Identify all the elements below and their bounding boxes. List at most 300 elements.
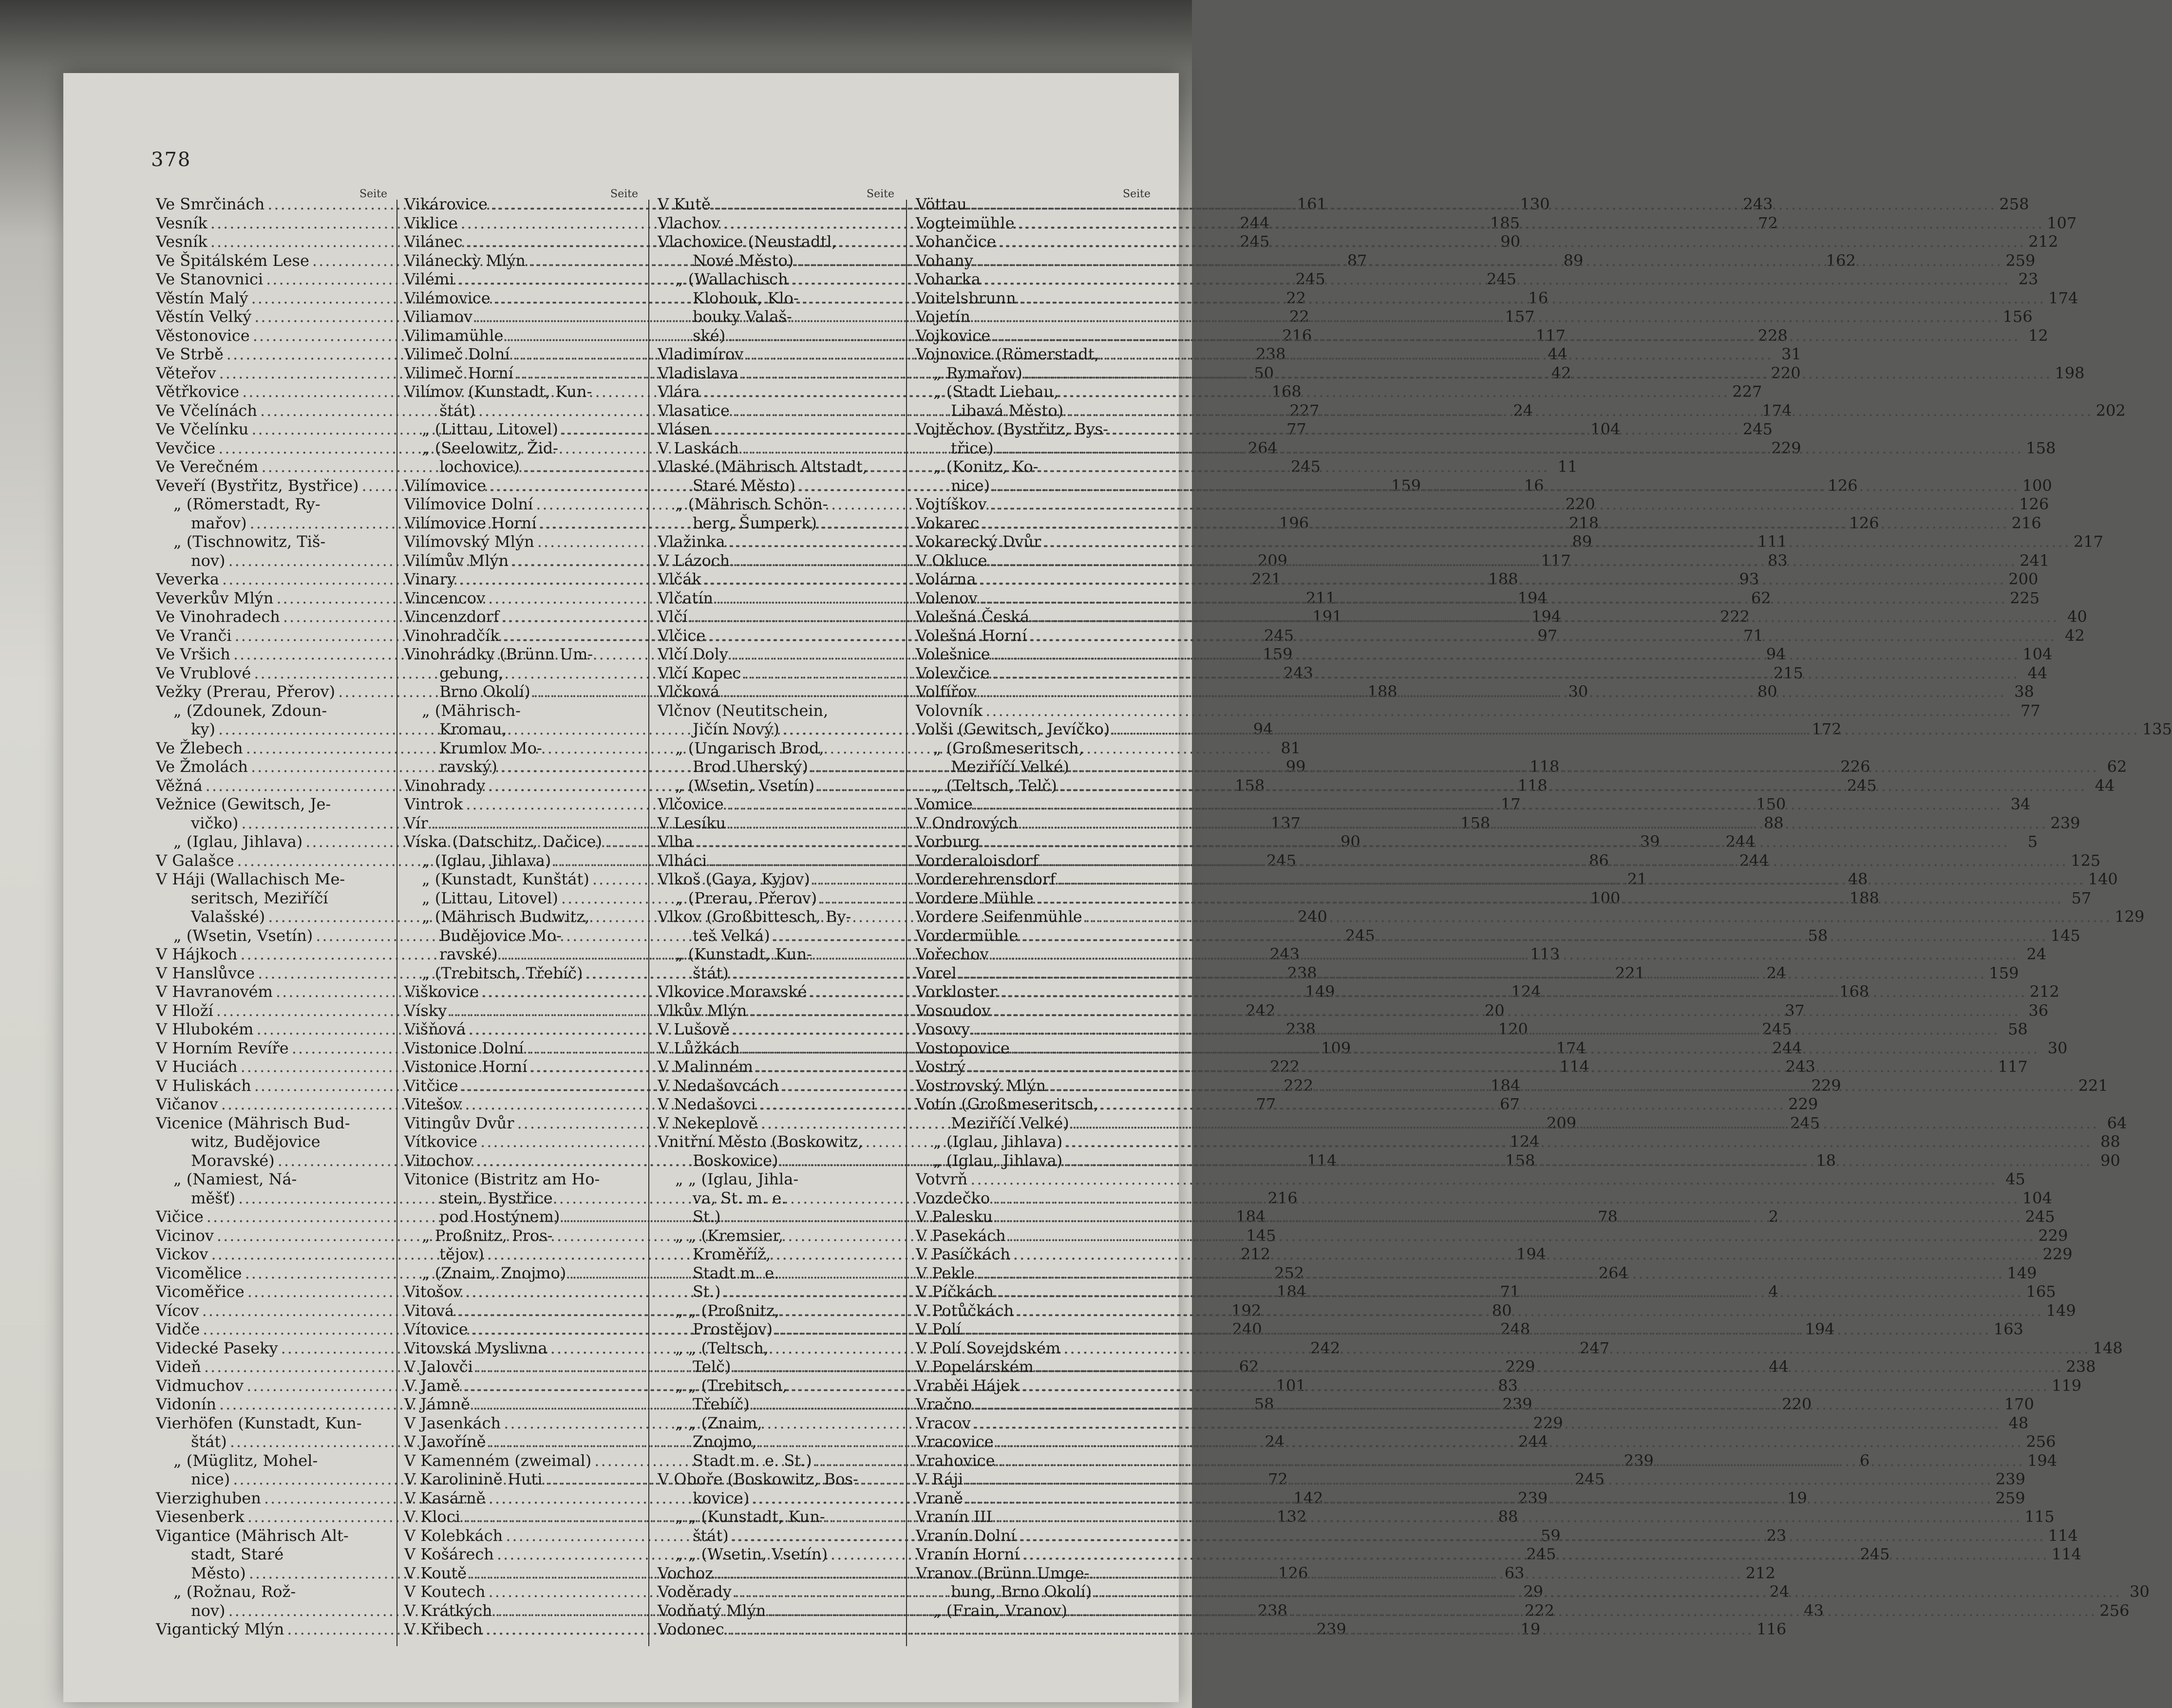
page-reference: 239	[2050, 813, 2080, 832]
entry-name: „ (Trebitsch, Třebíč)	[422, 963, 583, 982]
page-reference: 120	[1498, 1020, 1528, 1038]
entry-name: Klobouk, Klo-	[693, 288, 799, 307]
entry-name: Moravské)	[191, 1151, 275, 1170]
entry-name: Vokarecký Dvůr	[916, 532, 1041, 551]
entry-name: Volovník	[916, 701, 983, 720]
entry-name: V Jámně	[404, 1395, 471, 1413]
page-reference: 150	[1756, 795, 1786, 813]
index-entry	[156, 1114, 387, 1133]
dot-leader	[981, 589, 2007, 608]
entry-name: „ „ (Wsetin, Vsetín)	[675, 1545, 828, 1563]
page-reference: 22	[1286, 288, 1306, 307]
entry-name: Višňová	[404, 1020, 466, 1038]
dot-leader	[1113, 720, 2139, 739]
page-reference: 132	[1277, 1507, 1307, 1526]
entry-name: Meziříčí Velké)	[951, 757, 1069, 776]
entry-name: Vodňatý Mlýn	[658, 1601, 766, 1620]
seite-header: Seite	[359, 188, 387, 200]
entry-name: Ve Stanovnici	[156, 270, 264, 288]
entry-name: Brod Uherský)	[693, 757, 808, 776]
page-reference: 239	[1624, 1451, 1654, 1470]
page-reference: 264	[1598, 1263, 1628, 1282]
entry-name: V Pasíčkách	[916, 1245, 1011, 1263]
entry-name: Vilimeč Dolní	[404, 345, 510, 363]
page-reference: 72	[1267, 1470, 1288, 1488]
dot-leader	[1085, 907, 2112, 926]
page-reference: 149	[1305, 982, 1335, 1001]
entry-name: Vidče	[156, 1320, 200, 1338]
page-reference: 58	[1808, 926, 1828, 945]
page-reference: 158	[1505, 1151, 1535, 1170]
page-reference: 156	[2002, 307, 2033, 326]
dot-leader	[992, 945, 2019, 964]
entry-name: Vozdečko	[916, 1188, 990, 1207]
page-reference: 161	[1297, 195, 1327, 213]
page-reference: 99	[1285, 757, 1306, 776]
entry-name: Vilémovice	[404, 288, 491, 307]
page-reference: 168	[1839, 982, 1870, 1001]
entry-name: Ve Smrčinách	[156, 195, 265, 213]
page-reference: 212	[2029, 982, 2059, 1001]
index-entry	[404, 664, 638, 683]
entry-name: V Popelárském	[916, 1357, 1034, 1376]
page-reference: 77	[1256, 1095, 1276, 1113]
dot-leader	[1063, 1339, 2090, 1358]
entry-name: Jičín Nový)	[693, 720, 779, 738]
entry-name: Kroměříž,	[693, 1245, 771, 1263]
page-reference: 158	[1235, 776, 1265, 795]
entry-name: V Nekeplově	[658, 1113, 758, 1132]
entry-name: V Pekle	[916, 1263, 975, 1282]
page-reference: 12	[2028, 326, 2048, 345]
dot-leader	[975, 1395, 2002, 1414]
entry-name: witz, Budějovice	[191, 1132, 321, 1151]
page-reference: 50	[1254, 363, 1274, 382]
page-reference: 140	[2088, 870, 2118, 888]
page-reference: 118	[1530, 757, 1560, 776]
page-reference: 238	[1287, 963, 1317, 982]
page-reference: 90	[2100, 1151, 2120, 1170]
page-reference: 124	[1510, 1132, 1540, 1151]
page-reference: 243	[1269, 945, 1300, 963]
page-reference: 86	[1589, 851, 1609, 870]
entry-name: V Jalovči	[404, 1357, 473, 1376]
page-reference: 168	[1271, 382, 1302, 401]
entry-name: Vranín Dolní	[916, 1526, 1016, 1545]
page-reference: 229	[1811, 1076, 1841, 1095]
dot-leader	[993, 645, 2020, 664]
page-reference: 87	[1347, 251, 1367, 270]
entry-name: Vintrok	[404, 795, 463, 813]
page-reference: 119	[2052, 1376, 2082, 1395]
entry-name: Vilímov (Kunstadt, Kun-	[404, 382, 592, 401]
page-reference: 212	[1240, 1245, 1271, 1263]
entry-name: Volfířov	[916, 682, 977, 701]
entry-name: Vořechov	[916, 945, 989, 963]
page-reference: 24	[1769, 1582, 1790, 1601]
index-entry	[156, 795, 387, 814]
entry-name: Věteřov	[156, 363, 216, 382]
page-reference: 30	[2047, 1038, 2068, 1057]
page-reference: 216	[2011, 513, 2041, 532]
entry-name: Vilímovský Mlýn	[404, 532, 534, 551]
dot-leader	[983, 832, 2010, 851]
page-reference: 2	[1768, 1207, 1778, 1226]
dot-leader	[993, 1189, 2020, 1208]
page-reference: 149	[2007, 1263, 2037, 1282]
entry-name: V Píčkách	[916, 1282, 994, 1301]
entry-name: V Lesíku	[658, 813, 726, 832]
entry-name: va, St. m. e.	[693, 1188, 787, 1207]
entry-name: Vlachov	[658, 213, 720, 232]
entry-name: Volárna	[916, 570, 976, 588]
index-entry	[404, 701, 638, 720]
page-reference: 174	[1556, 1038, 1586, 1057]
entry-name: V Polí Sovejdském	[916, 1338, 1061, 1357]
entry-name: V Laskách	[658, 438, 739, 457]
entry-name: Vítkovice	[404, 1132, 478, 1151]
dot-leader	[982, 514, 2009, 533]
entry-name: nov)	[191, 551, 226, 570]
dot-leader	[993, 326, 2020, 345]
dot-leader	[966, 1470, 1993, 1489]
index-entry	[404, 1189, 638, 1208]
entry-name: Vinohradčík	[404, 626, 500, 645]
entry-name: V Kutě	[658, 195, 711, 213]
page-reference: 114	[2051, 1545, 2081, 1563]
page-reference: 44	[1548, 345, 1568, 363]
entry-name: Ve Včelínku	[156, 420, 249, 438]
page-reference: 159	[1263, 645, 1293, 663]
page-reference: 81	[1281, 738, 1301, 757]
dot-leader	[1030, 626, 2057, 645]
entry-name: „ (Iglau, Jihlava)	[933, 1132, 1063, 1151]
entry-name: St.)	[693, 1207, 721, 1226]
page-reference: 80	[1492, 1301, 1512, 1320]
entry-name: Vicoměřice	[156, 1282, 245, 1301]
entry-name: V Hlubokém	[156, 1020, 254, 1038]
entry-name: Vnitřní Město (Boskowitz,	[658, 1132, 863, 1151]
page-reference: 245	[1295, 270, 1325, 288]
dot-leader	[976, 251, 2003, 270]
dot-leader	[1013, 1245, 2040, 1264]
page-reference: 259	[1995, 1488, 2025, 1507]
page-reference: 89	[1572, 532, 1592, 551]
index-entry	[658, 1301, 894, 1320]
entry-name: „ (Wsetin, Vsetín)	[675, 776, 815, 795]
page-reference: 238	[1285, 1020, 1316, 1038]
entry-name: Vorderehrensdorf	[916, 870, 1056, 888]
dot-leader	[985, 701, 2012, 720]
page-reference: 67	[1500, 1095, 1520, 1113]
entry-name: Věstín Malý	[156, 288, 248, 307]
dot-leader	[1019, 1526, 2045, 1545]
entry-name: Vítovice	[404, 1320, 468, 1338]
page-reference: 244	[1725, 832, 1756, 851]
index-entry	[404, 739, 638, 758]
entry-name: „ (Stadt Liebau,	[933, 382, 1059, 401]
page-reference: 227	[1732, 382, 1762, 401]
entry-name: Věstín Velký	[156, 307, 252, 326]
page-reference: 21	[1627, 870, 1647, 888]
entry-name: Vilimeč Horní	[404, 363, 513, 382]
index-entry	[156, 870, 387, 889]
entry-name: Víska (Datschitz, Dačice)	[404, 832, 602, 851]
entry-name: V Hanslůvce	[156, 963, 255, 982]
dot-leader	[1022, 1545, 2049, 1564]
page-reference: 159	[1391, 476, 1421, 495]
entry-name: Vísky	[404, 1001, 447, 1020]
entry-name: Vilémi	[404, 270, 454, 288]
entry-name: pod Hostýnem)	[439, 1207, 560, 1226]
dot-leader	[960, 964, 1986, 983]
page-reference: 162	[1826, 251, 1856, 270]
entry-name: „ (Mährisch Schön-	[675, 495, 828, 513]
entry-name: Vojetín	[916, 307, 970, 326]
entry-name: Vochoz	[658, 1563, 714, 1582]
page-reference: 11	[1557, 457, 1578, 476]
dot-leader	[1065, 1151, 2092, 1170]
entry-name: Volši (Gewitsch, Jevíčko)	[916, 720, 1110, 738]
index-entry	[404, 1170, 638, 1189]
dot-leader	[976, 795, 2002, 814]
page-reference: 194	[1517, 588, 1548, 607]
entry-name: „ (Mährisch-	[422, 701, 521, 720]
page-reference: 228	[1757, 326, 1788, 345]
page-reference: 229	[1505, 1357, 1535, 1376]
page-reference: 245	[1266, 851, 1297, 870]
dot-leader	[1072, 1114, 2099, 1133]
index-entry	[916, 457, 1151, 476]
entry-name: Vraběi Hájek	[916, 1376, 1020, 1395]
entry-name: Věžná	[156, 776, 203, 795]
dot-leader	[1025, 364, 2052, 383]
entry-name: Vlčí	[658, 607, 688, 626]
entry-name: Vistonice Horní	[404, 1057, 528, 1076]
entry-name: Kromau,	[439, 720, 507, 738]
entry-name: „ (Wallachisch	[675, 270, 788, 288]
index-entry	[916, 1170, 2025, 1189]
dot-leader	[979, 570, 2006, 589]
index-entry	[404, 926, 638, 945]
index-entry	[156, 1582, 387, 1601]
page-reference: 244	[1739, 851, 1769, 870]
page-reference: 16	[1524, 476, 1544, 495]
entry-name: V Lůžkách	[658, 1038, 740, 1057]
page-reference: 221	[1615, 963, 1645, 982]
entry-name: V Košárech	[404, 1545, 494, 1563]
page-reference: 117	[1541, 551, 1571, 570]
entry-name: „ „ (Kunstadt, Kun-	[675, 1507, 825, 1526]
page-reference: 58	[1254, 1395, 1274, 1413]
entry-name: Vír	[404, 813, 428, 832]
entry-name: Vierzighuben	[156, 1488, 261, 1507]
dot-leader	[1000, 982, 2027, 1001]
entry-name: „ „ (Trebitsch,	[675, 1376, 788, 1395]
index-entry	[658, 1432, 894, 1451]
page-reference: 245	[1847, 776, 1877, 795]
page-reference: 243	[1283, 663, 1313, 682]
page-reference: 218	[1569, 513, 1599, 532]
index-entry	[658, 307, 894, 326]
page-reference: 24	[1766, 963, 1787, 982]
entry-name: bung, Brno Okolí)	[951, 1582, 1092, 1601]
index-entry	[658, 270, 894, 289]
page-reference: 64	[2107, 1113, 2127, 1132]
page-reference: 245	[1264, 626, 1294, 645]
page-reference: 245	[2025, 1207, 2055, 1226]
index-entry	[156, 495, 387, 514]
index-entry	[404, 382, 638, 401]
page-reference: 48	[2008, 1413, 2029, 1432]
page-reference: 241	[2020, 551, 2050, 570]
entry-name: Vordermühle	[916, 926, 1019, 945]
entry-name: Ve Verečném	[156, 457, 259, 476]
page-reference: 252	[1274, 1263, 1304, 1282]
entry-name: Vicenice (Mährisch Bud-	[156, 1113, 350, 1132]
page-reference: 259	[2005, 251, 2036, 270]
dot-leader	[703, 382, 1730, 401]
dot-leader	[1072, 757, 2099, 776]
entry-name: Znojmo,	[693, 1432, 757, 1451]
page-reference: 247	[1580, 1338, 1610, 1357]
entry-name: Vostrý	[916, 1057, 966, 1076]
page-reference: 89	[1563, 251, 1584, 270]
entry-name: V Háji (Wallachisch Me-	[156, 870, 345, 888]
dot-leader	[999, 232, 2026, 251]
entry-name: Vilánec	[404, 232, 463, 251]
entry-name: Viliamov	[404, 307, 473, 326]
dot-leader	[716, 1564, 1743, 1583]
page-reference: 226	[1840, 757, 1870, 776]
dot-leader	[727, 1620, 1754, 1639]
page-reference: 40	[2067, 607, 2087, 626]
page-reference: 104	[1590, 420, 1621, 438]
entry-name: Viesenberk	[156, 1507, 245, 1526]
page-reference: 188	[1849, 888, 1879, 907]
page-reference: 157	[1505, 307, 1535, 326]
page-reference: 71	[1743, 626, 1763, 645]
page-reference: 88	[1763, 813, 1784, 832]
entry-name: „ (Littau, Litovel)	[422, 888, 558, 907]
page-reference: 34	[2010, 795, 2031, 813]
page-reference: 24	[1513, 401, 1533, 420]
page-reference: 194	[2027, 1451, 2058, 1470]
page-reference: 220	[1771, 363, 1801, 382]
dot-leader	[1019, 289, 2046, 308]
page-reference: 184	[1491, 1076, 1521, 1095]
page-reference: 222	[1284, 1076, 1314, 1095]
entry-name: Vorkloster	[916, 982, 998, 1001]
index-entry	[404, 645, 638, 664]
entry-name: ravské)	[439, 945, 498, 963]
page-reference: 239	[1316, 1620, 1346, 1638]
seite-header: Seite	[610, 188, 638, 200]
entry-name: „ (Zdounek, Zdoun-	[173, 701, 327, 720]
dot-leader	[978, 1264, 2004, 1283]
page-reference: 229	[1788, 1095, 1818, 1113]
entry-name: Budějovice Mo-	[439, 926, 562, 945]
index-entry	[658, 1245, 894, 1264]
entry-name: V Krátkých	[404, 1601, 492, 1620]
entry-name: V Javoříně	[404, 1432, 486, 1451]
entry-name: Vilímův Mlýn	[404, 551, 509, 570]
page-reference: 109	[1321, 1038, 1351, 1057]
entry-name: „ (Großmeseritsch,	[933, 738, 1084, 757]
entry-name: Vičanov	[156, 1095, 218, 1113]
entry-name: Volenov	[916, 588, 978, 607]
entry-name: Vračno	[916, 1395, 972, 1413]
page-reference: 31	[1781, 345, 1801, 363]
column-rule	[648, 200, 649, 1646]
page-reference: 245	[1240, 232, 1270, 251]
entry-name: stein, Bystřice	[439, 1188, 553, 1207]
entry-name: „ (Rožnau, Rož-	[173, 1582, 296, 1601]
dot-leader	[713, 420, 1740, 439]
page-reference: 77	[1286, 420, 1306, 438]
entry-name: Vitovská Myslivna	[404, 1338, 548, 1357]
dot-leader	[983, 270, 2010, 289]
page-reference: 245	[1487, 270, 1517, 288]
page-reference: 209	[1546, 1113, 1577, 1132]
entry-name: berg, Šumperk)	[693, 513, 817, 532]
entry-name: Vežky (Prerau, Přerov)	[156, 682, 336, 701]
page-reference: 38	[2014, 682, 2034, 701]
page-reference: 145	[2050, 926, 2080, 945]
entry-name: Telč)	[693, 1357, 731, 1376]
page-reference: 114	[1307, 1151, 1337, 1170]
page-reference: 24	[1265, 1432, 1285, 1451]
entry-name: Vitčice	[404, 1076, 458, 1095]
entry-name: „ (Littau, Litovel)	[422, 420, 558, 438]
page-reference: 57	[2071, 888, 2092, 907]
entry-name: Libavá Město)	[951, 401, 1064, 420]
entry-name: Vojtěchov (Bystřitz, Bys-	[916, 420, 1108, 438]
page-reference: 97	[1537, 626, 1558, 645]
page-reference: 115	[2024, 1507, 2055, 1526]
page-reference: 23	[2018, 270, 2039, 288]
entry-name: Voitelsbrunn	[916, 288, 1016, 307]
page-reference: 221	[1251, 570, 1282, 588]
entry-name: Veverka	[156, 570, 219, 588]
dot-leader	[966, 1489, 1993, 1508]
entry-name: Vitešov	[404, 1095, 462, 1113]
entry-name: Vlkoš (Gaya, Kyjov)	[658, 870, 810, 888]
entry-name: ky)	[191, 720, 215, 738]
dot-leader	[1058, 870, 2085, 889]
page-reference: 245	[1574, 1470, 1605, 1488]
index-entry	[658, 945, 894, 964]
page-reference: 245	[1790, 1113, 1820, 1132]
dot-leader	[995, 1507, 2022, 1526]
entry-name: V Huciách	[156, 1057, 238, 1076]
page-reference: 184	[1277, 1282, 1307, 1301]
entry-name: V Pasekách	[916, 1226, 1006, 1245]
entry-name: Vohančice	[916, 232, 996, 251]
entry-name: Ve Strbě	[156, 345, 224, 363]
index-entry	[156, 1132, 387, 1151]
page-reference: 242	[1310, 1338, 1341, 1357]
index-entry	[156, 532, 387, 551]
index-entry	[916, 345, 1151, 364]
entry-name: Vlkovice Moravské	[658, 982, 807, 1001]
entry-name: Vlachovice (Neustadtl,	[658, 232, 837, 251]
entry-name: V Polí	[916, 1320, 962, 1338]
entry-name: Vikárovice	[404, 195, 488, 213]
page-reference: 101	[1276, 1376, 1306, 1395]
entry-name: Vomice	[916, 795, 973, 813]
entry-name: štát)	[693, 963, 729, 982]
